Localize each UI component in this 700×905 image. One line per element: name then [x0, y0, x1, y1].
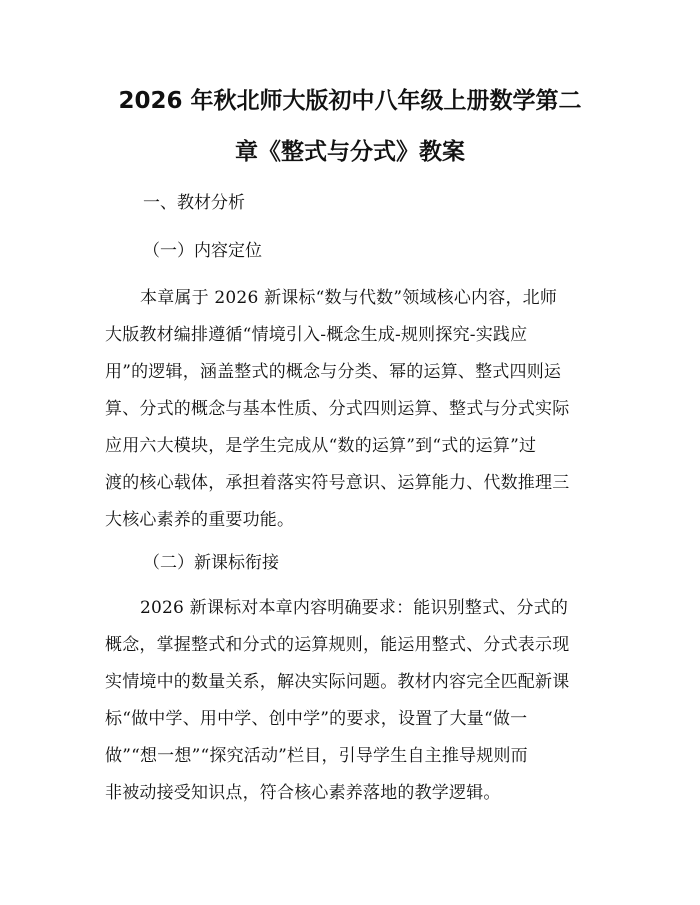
paragraph-line: 本章属于 2026 新课标“数与代数”领域核心内容，北师 [140, 288, 558, 308]
paragraph-content-positioning [105, 280, 595, 539]
paragraph-line: 做”“想一想”“探究活动”栏目，引导学生自主推导规则而 [105, 746, 528, 766]
paragraph-line: 标“做中学、用中学、创中学”的要求，设置了大量“做一 [105, 709, 528, 729]
paragraph-line: 用”的逻辑，涵盖整式的概念与分类、幂的运算、整式四则运 [105, 362, 562, 382]
paragraph-line: 2026 新课标对本章内容明确要求：能识别整式、分式的 [140, 598, 569, 618]
subsection-heading-content-positioning: （一）内容定位 [143, 241, 262, 261]
subsection-heading-new-curriculum-link: （二）新课标衔接 [143, 553, 279, 573]
section-heading-teaching-material-analysis: 一、教材分析 [143, 193, 245, 213]
paragraph-new-curriculum-link [105, 590, 595, 812]
document-title-line-1: 2026 年秋北师大版初中八年级上册数学第二 [118, 88, 582, 114]
paragraph-line: 算、分式的概念与基本性质、分式四则运算、整式与分式实际 [105, 399, 570, 419]
paragraph-line: 应用六大模块，是学生完成从“数的运算”到“式的运算”过 [105, 436, 537, 456]
paragraph-line: 概念，掌握整式和分式的运算规则，能运用整式、分式表示现 [105, 635, 570, 655]
paragraph-line: 非被动接受知识点，符合核心素养落地的教学逻辑。 [105, 783, 501, 803]
paragraph-line: 大版教材编排遵循“情境引入-概念生成-规则探究-实践应 [105, 325, 528, 345]
document-title-line-2: 章《整式与分式》教案 [235, 139, 465, 165]
paragraph-line: 大核心素养的重要功能。 [105, 510, 295, 530]
paragraph-line: 渡的核心载体，承担着落实符号意识、运算能力、代数推理三 [105, 473, 570, 493]
paragraph-line: 实情境中的数量关系，解决实际问题。教材内容完全匹配新课 [105, 672, 570, 692]
